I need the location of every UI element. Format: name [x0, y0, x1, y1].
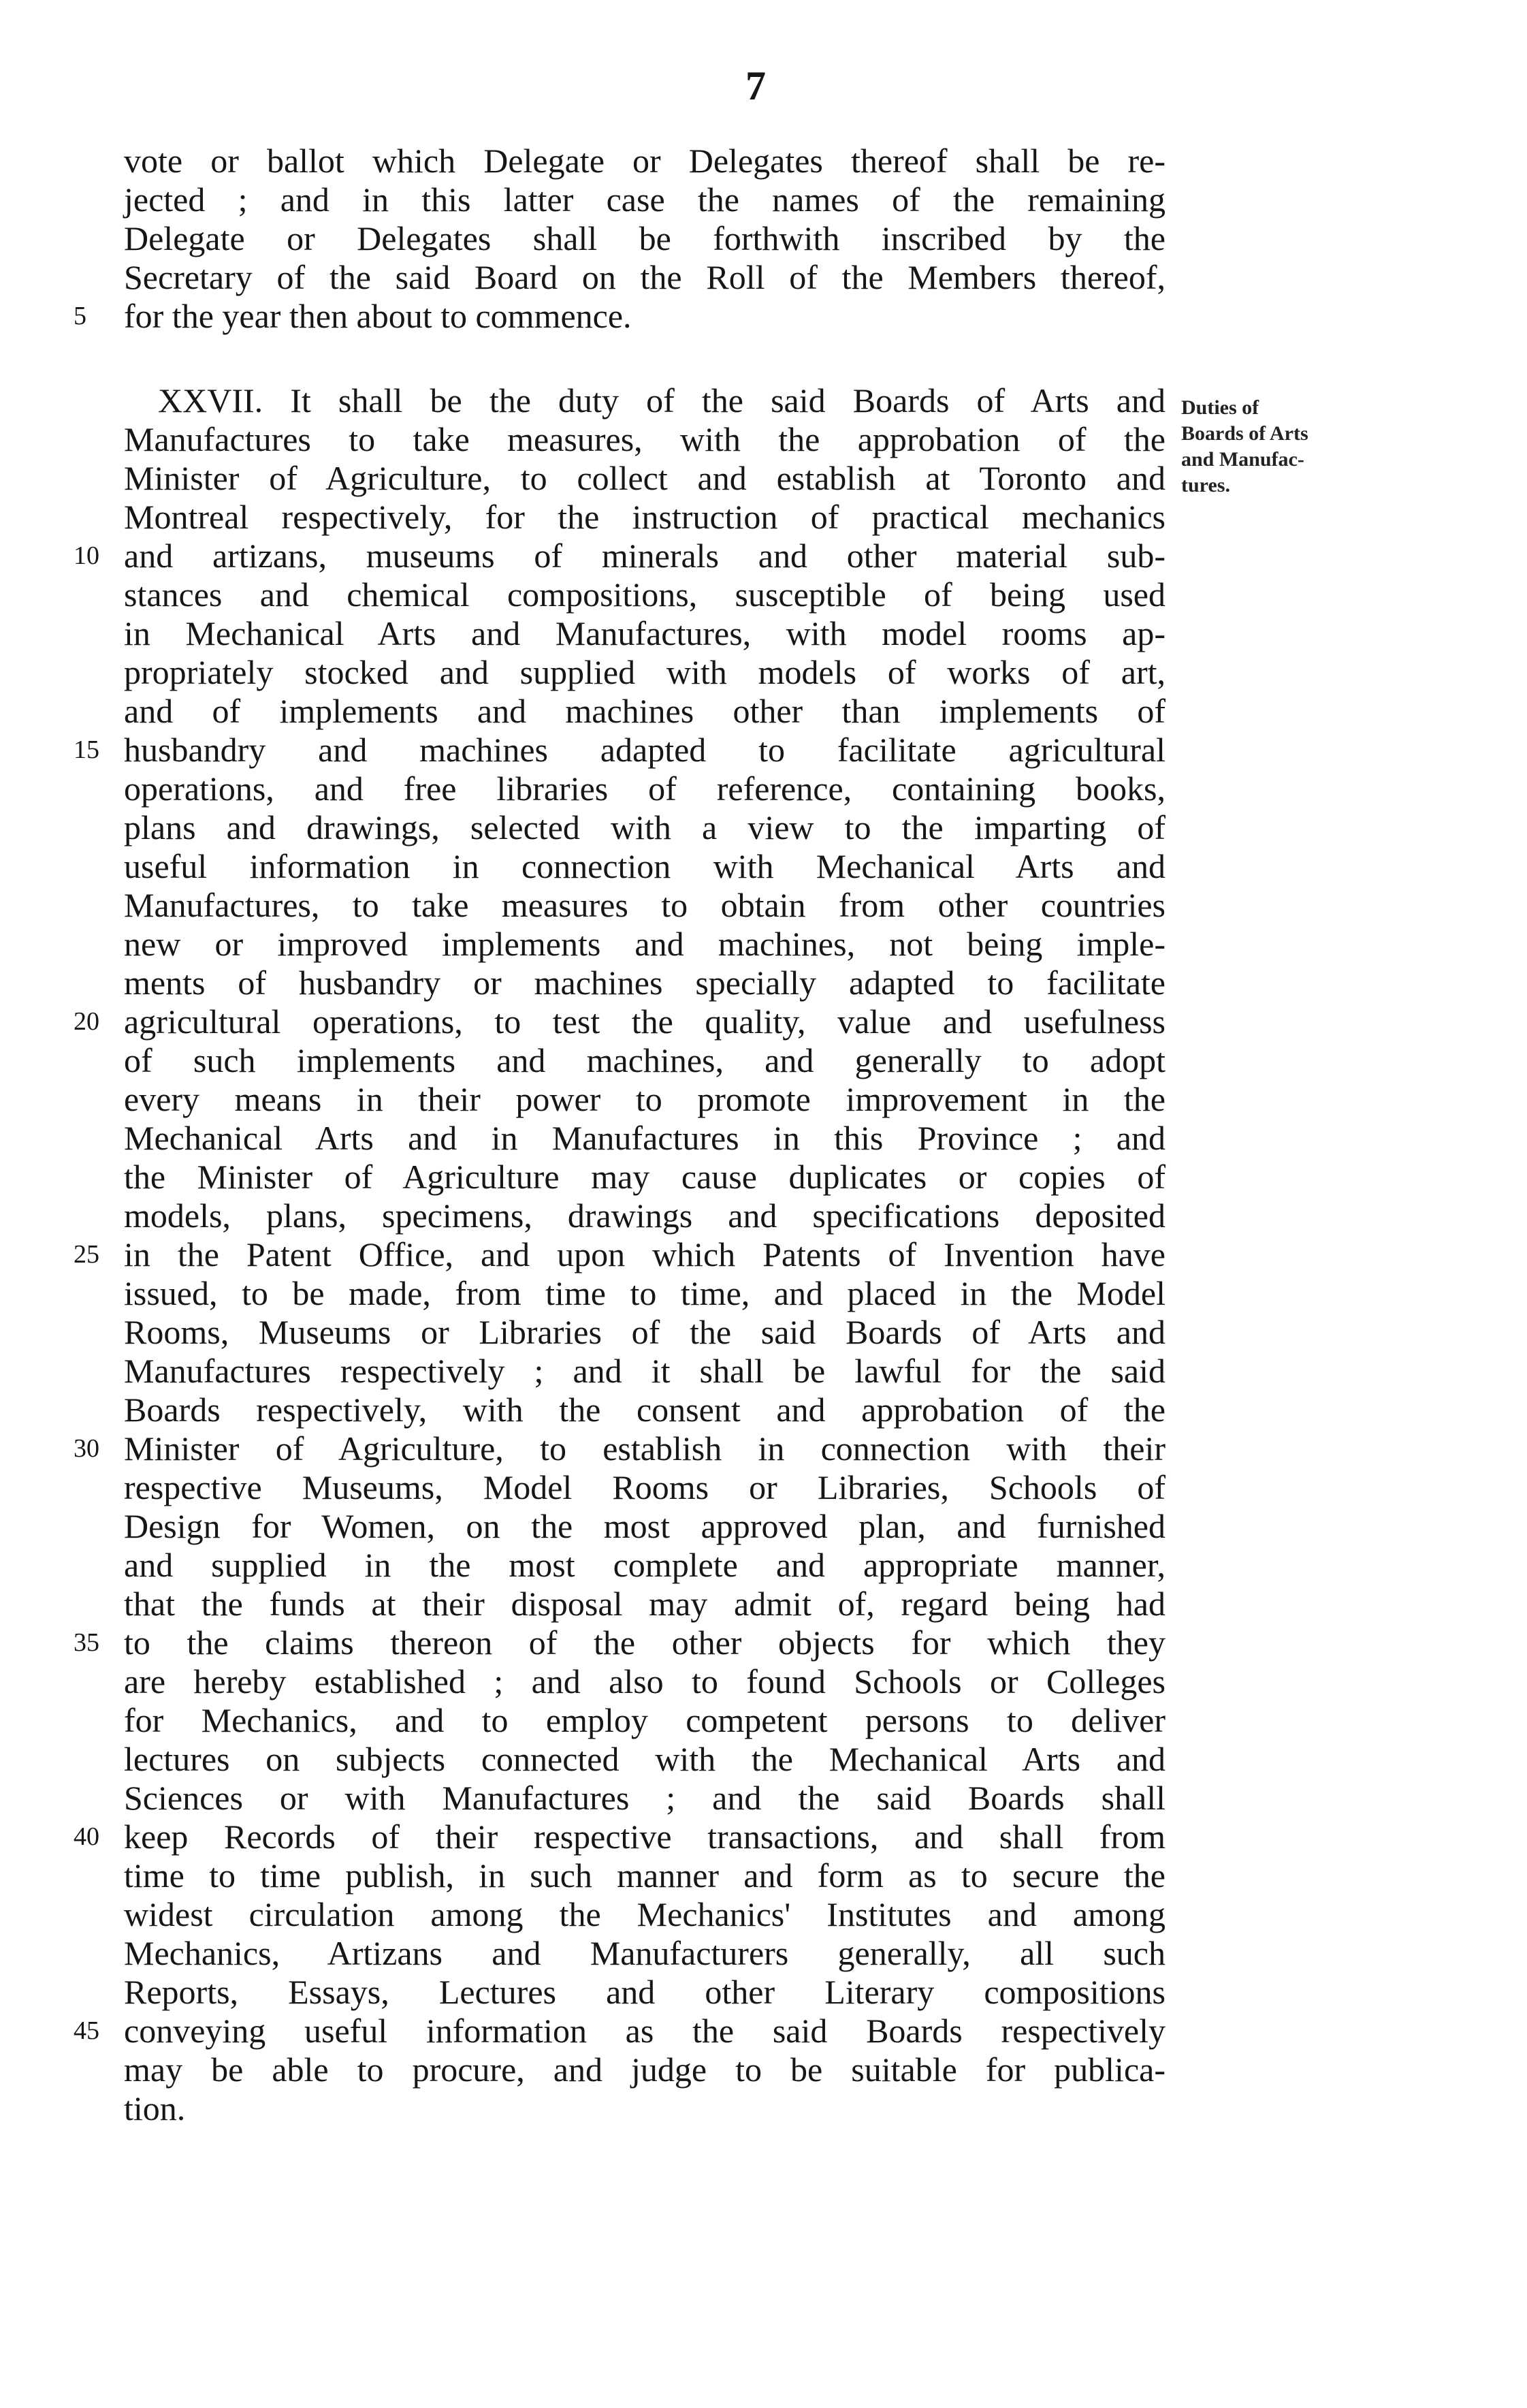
text-line: [158, 381, 1166, 420]
line-text: Manufactures, to take measures to obtain from other countries: [124, 886, 1166, 924]
text-line: [124, 1895, 1166, 1934]
line-text: in Mechanical Arts and Manufactures, with model rooms ap-: [124, 614, 1166, 652]
line-text: Manufactures respectively ; and it shall be lawful for the said: [124, 1352, 1166, 1390]
text-line: [124, 1934, 1166, 1973]
line-text: may be able to procure, and judge to be suitable for publica-: [124, 2050, 1166, 2089]
text-line: [124, 420, 1166, 459]
text-line: [74, 1002, 1166, 1041]
line-text: the Minister of Agriculture may cause duplicates or copies of: [124, 1158, 1166, 1196]
line-text: every means in their power to promote improvement in the: [124, 1080, 1166, 1118]
paragraph-section-27: [0, 381, 1527, 2128]
line-text: useful information in connection with Mechanical Arts and: [124, 847, 1166, 885]
text-line: [124, 1973, 1166, 2012]
text-line: [124, 2089, 1166, 2128]
text-line: [124, 1585, 1166, 1623]
line-text: Sciences or with Manufactures ; and the said Boards shall: [124, 1779, 1166, 1817]
line-text: for the year then about to commence.: [124, 297, 632, 335]
line-text: keep Records of their respective transactions, and shall from: [124, 1818, 1166, 1856]
line-number: 45: [74, 2016, 99, 2045]
line-text: of such implements and machines, and generally to adopt: [124, 1041, 1166, 1079]
paragraph-continued: [0, 142, 1527, 336]
text-line: [124, 1313, 1166, 1352]
line-number: 35: [74, 1628, 99, 1657]
line-number: 25: [74, 1240, 99, 1269]
line-number: 20: [74, 1007, 99, 1036]
line-text: for Mechanics, and to employ competent persons to deliver: [124, 1701, 1166, 1739]
text-line: [124, 258, 1166, 297]
text-line: [74, 297, 1166, 336]
marginal-note-line: and Manufac-: [1181, 448, 1304, 471]
line-text: Minister of Agriculture, to collect and establish at Toronto and: [124, 459, 1166, 497]
marginal-note: [1181, 395, 1385, 498]
text-line: [124, 1740, 1166, 1779]
text-line: [124, 180, 1166, 219]
text-line: [124, 498, 1166, 537]
text-line: [124, 1080, 1166, 1119]
line-number: 40: [74, 1822, 99, 1851]
line-number: 5: [74, 302, 86, 330]
line-text: and of implements and machines other than implements of: [124, 692, 1166, 730]
line-text: Delegate or Delegates shall be forthwith inscribed by the: [124, 219, 1166, 257]
line-text: and artizans, museums of minerals and other material sub-: [124, 537, 1166, 575]
text-line: [124, 1546, 1166, 1585]
line-text: plans and drawings, selected with a view to the imparting of: [124, 808, 1166, 846]
line-text: new or improved implements and machines, not being imple-: [124, 925, 1166, 963]
line-text: lectures on subjects connected with the Mechanical Arts and: [124, 1740, 1166, 1778]
line-text: jected ; and in this latter case the names of the remaining: [124, 180, 1166, 219]
text-line: [74, 731, 1166, 770]
marginal-note-line: tures.: [1181, 474, 1230, 496]
text-line: [124, 653, 1166, 692]
text-line: [124, 1507, 1166, 1546]
line-text: Reports, Essays, Lectures and other Literary compositions: [124, 1973, 1166, 2011]
text-line: [124, 1274, 1166, 1313]
text-line: [124, 575, 1166, 614]
text-line: [124, 847, 1166, 886]
line-text: in the Patent Office, and upon which Patents of Invention have: [124, 1235, 1166, 1273]
text-line: [124, 1391, 1166, 1429]
line-text: Design for Women, on the most approved plan, and furnished: [124, 1507, 1166, 1545]
line-text: propriately stocked and supplied with models of works of art,: [124, 653, 1166, 691]
text-line: [124, 1197, 1166, 1235]
line-text: models, plans, specimens, drawings and specifications deposited: [124, 1197, 1166, 1235]
line-text: Mechanics, Artizans and Manufacturers generally, all such: [124, 1934, 1166, 1972]
line-number: 10: [74, 541, 99, 570]
text-line: [124, 692, 1166, 731]
line-text: Mechanical Arts and in Manufactures in this Province ; and: [124, 1119, 1166, 1157]
line-text: are hereby established ; and also to found Schools or Colleges: [124, 1662, 1166, 1700]
text-line: [74, 1623, 1166, 1662]
text-line: [124, 219, 1166, 258]
line-text: Manufactures to take measures, with the approbation of the: [124, 420, 1166, 458]
line-text: widest circulation among the Mechanics' Institutes and among: [124, 1895, 1166, 1933]
text-line: [124, 1779, 1166, 1818]
line-number: 30: [74, 1434, 99, 1463]
text-line: [124, 459, 1166, 498]
page-number: 7: [745, 63, 766, 108]
text-line: [124, 925, 1166, 964]
line-text: husbandry and machines adapted to facilitate agricultural: [124, 731, 1166, 769]
text-line: [124, 1468, 1166, 1507]
line-text: Montreal respectively, for the instruction of practical mechanics: [124, 498, 1166, 536]
line-text: XXVII. It shall be the duty of the said Boards of Arts and: [158, 381, 1166, 419]
text-line: [124, 1119, 1166, 1158]
line-text: issued, to be made, from time to time, and placed in the Model: [124, 1274, 1166, 1312]
text-line: [124, 1041, 1166, 1080]
text-line: [124, 2050, 1166, 2089]
line-text: agricultural operations, to test the quality, value and usefulness: [124, 1002, 1166, 1041]
marginal-note-line: Boards of Arts: [1181, 422, 1308, 445]
line-text: Boards respectively, with the consent and approbation of the: [124, 1391, 1166, 1429]
text-line: [124, 1352, 1166, 1391]
line-text: Minister of Agriculture, to establish in connection with their: [124, 1429, 1166, 1468]
text-line: [74, 1429, 1166, 1468]
line-text: to the claims thereon of the other objects for which they: [124, 1623, 1166, 1662]
line-text: Rooms, Museums or Libraries of the said Boards of Arts and: [124, 1313, 1166, 1351]
text-line: [124, 1856, 1166, 1895]
text-line: [124, 142, 1166, 180]
text-line: [74, 537, 1166, 575]
text-line: [74, 2012, 1166, 2050]
text-line: [74, 1235, 1166, 1274]
line-text: ments of husbandry or machines specially adapted to facilitate: [124, 964, 1166, 1002]
line-text: that the funds at their disposal may admit of, regard being had: [124, 1585, 1166, 1623]
text-line: [74, 1818, 1166, 1856]
line-text: Secretary of the said Board on the Roll of the Members thereof,: [124, 258, 1166, 296]
text-line: [124, 614, 1166, 653]
line-text: vote or ballot which Delegate or Delegates thereof shall be re-: [124, 142, 1166, 180]
line-text: respective Museums, Model Rooms or Libraries, Schools of: [124, 1468, 1166, 1506]
text-line: [124, 1662, 1166, 1701]
line-number: 15: [74, 735, 99, 764]
line-text: operations, and free libraries of reference, containing books,: [124, 770, 1166, 808]
text-line: [124, 770, 1166, 808]
text-line: [124, 964, 1166, 1002]
text-line: [124, 1701, 1166, 1740]
line-text: stances and chemical compositions, susceptible of being used: [124, 575, 1166, 614]
line-text: conveying useful information as the said Boards respectively: [124, 2012, 1166, 2050]
marginal-note-line: Duties of: [1181, 396, 1259, 419]
text-line: [124, 886, 1166, 925]
text-line: [124, 1158, 1166, 1197]
line-text: time to time publish, in such manner and form as to secure the: [124, 1856, 1166, 1895]
text-line: [124, 808, 1166, 847]
line-text: tion.: [124, 2089, 186, 2127]
line-text: and supplied in the most complete and appropriate manner,: [124, 1546, 1166, 1584]
